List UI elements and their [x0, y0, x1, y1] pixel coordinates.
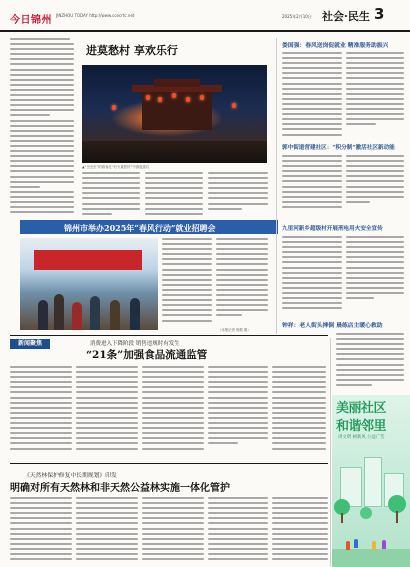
masthead	[0, 0, 410, 32]
right-top-headline: 娄国强：春风送岗促就业 精准服务助振兴	[282, 43, 389, 49]
village-body-text-col3	[145, 172, 203, 216]
ad-subtitle: 讲文明 树新风 公益广告	[338, 435, 385, 440]
job-fair-body-col2	[216, 238, 268, 324]
job-fair-headline: 锦州市举办2025年“春风行动”就业招聘会	[64, 223, 216, 233]
right-mid2-body-col1	[282, 236, 342, 316]
consumption-kicker: 消费进入下降阶段 销售违规时有发生	[90, 341, 180, 347]
village-headline: 进莫愁村 享欢乐行	[86, 44, 178, 57]
right-mid-body-col1	[282, 155, 342, 215]
right-top-body-col1	[282, 52, 342, 140]
person-icon	[382, 540, 386, 549]
right-bottom-body-col1	[336, 333, 404, 391]
right-top-body-col2	[346, 52, 404, 140]
job-fair-photo-credit: （本报记者 倪敬 摄）	[218, 328, 251, 332]
village-body-text-col2	[82, 172, 140, 216]
consumption-body-col2	[76, 366, 138, 458]
page-number: 3	[374, 5, 385, 23]
forest-headline: 明确对所有天然林和非天然公益林实施一体化管护	[10, 483, 230, 494]
forest-body-col2	[76, 497, 138, 563]
section-divider	[10, 335, 328, 336]
news-badge: 新闻聚焦	[10, 339, 50, 349]
main-photo-caption: ▲“虫虫虫”的游客在“灯火莫愁村”中游逛赏灯	[82, 165, 150, 169]
consumption-body-col1	[10, 366, 72, 458]
tree-icon	[360, 507, 372, 519]
right-bottom-headline: 钟祥：老人街头摔倒 晨练店主暖心救助	[282, 323, 383, 329]
building-icon	[364, 457, 382, 507]
right-mid-body-col2	[346, 155, 404, 215]
job-fair-body-col1	[162, 238, 212, 330]
job-fair-photo	[20, 238, 158, 330]
public-service-ad	[332, 395, 410, 567]
job-fair-banner	[20, 220, 278, 234]
ad-title-line1: 美丽社区	[336, 401, 387, 416]
right-mid2-body-col2	[346, 236, 404, 316]
column-divider-2	[330, 338, 331, 566]
forest-kicker: 《天然林保护修复中长期规划》印发	[24, 473, 117, 479]
newspaper-url: JINZHOU TODAY http://www.ccecrtc.net	[56, 13, 135, 18]
person-icon	[354, 539, 358, 548]
consumption-body-col3	[142, 366, 204, 458]
village-body-text-col1	[10, 38, 74, 218]
ad-title-line2: 和谐邻里	[336, 419, 387, 434]
forest-body-col5	[272, 497, 328, 563]
column-divider	[276, 38, 277, 334]
right-mid-headline: 郭中街道营建社区：“积分制”激活社区新动能	[282, 145, 395, 151]
village-body-text-col4	[208, 172, 268, 216]
section-divider-2	[10, 463, 328, 464]
right-mid2-headline: 九里河新乡超级村开展刑电用火安全宣传	[282, 226, 383, 232]
consumption-headline: “21条”加强食品流通监管	[86, 349, 208, 361]
consumption-body-col4	[208, 366, 268, 458]
section-title: 社会·民生	[322, 10, 370, 23]
forest-body-col4	[208, 497, 268, 563]
forest-body-col1	[10, 497, 72, 563]
newspaper-logo: 今日锦州	[10, 15, 52, 26]
issue-date: 2025年2月10日	[282, 14, 312, 19]
person-icon	[346, 541, 350, 550]
consumption-body-col5	[272, 366, 326, 458]
forest-body-col3	[142, 497, 204, 563]
person-icon	[372, 541, 376, 550]
lantern-festival-photo	[82, 65, 267, 163]
